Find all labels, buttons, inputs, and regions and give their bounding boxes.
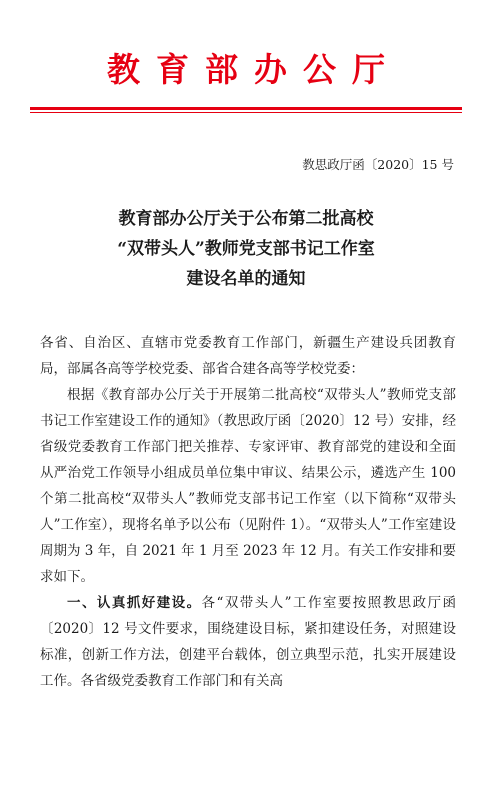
salutation: 各省、自治区、直辖市党委教育工作部门，新疆生产建设兵团教育局，部属各高等学校党委、部省合建各高等学校党委： <box>40 335 456 377</box>
document-title <box>0 204 492 294</box>
document-body <box>40 330 456 694</box>
paragraph-1: 根据《教育部办公厅关于开展第二批高校“双带头人”教师党支部书记工作室建设工作的通知》（教思政厅函〔2020〕12 号）安排，经省级党委教育工作部门把关推荐、专家评审、教育部党的建设和全面从严治党工作领导小组成员单位集中审议、结果公示，遴选产生 100 个第二批高校“双带头人”教师党支部书记工作室（以下简称“双带头人”工作室），现将名单予以公布（见附件 1）。“双带头人”工作室建设周期为 3 年，自 2021 年 1 月至 2023 年 12 月。有关工作安排和要求如下。 <box>40 387 456 585</box>
title-line-3: 建设名单的通知 <box>186 269 306 289</box>
paragraph-2-text: 各“双带头人”工作室要按照教思政厅函〔2020〕12 号文件要求，围绕建设目标，紧扣建设任务，对照建设标准，创新工作方法，创建平台载体，创立典型示范，扎实开展建设工作。各省级党委教育工作部门和有关高 <box>40 595 456 689</box>
paragraph-2 <box>40 590 456 694</box>
header-rule-thin <box>30 112 462 113</box>
header-rule-thick <box>30 107 462 110</box>
section-heading-1: 一、认真抓好建设。 <box>67 595 202 611</box>
issuer-header: 教育部办公厅 <box>107 50 401 89</box>
document-number: 教思政厅函〔2020〕15 号 <box>302 157 454 172</box>
title-line-1: 教育部办公厅关于公布第二批高校 <box>118 209 374 229</box>
title-line-2: “双带头人”教师党支部书记工作室 <box>117 239 375 259</box>
